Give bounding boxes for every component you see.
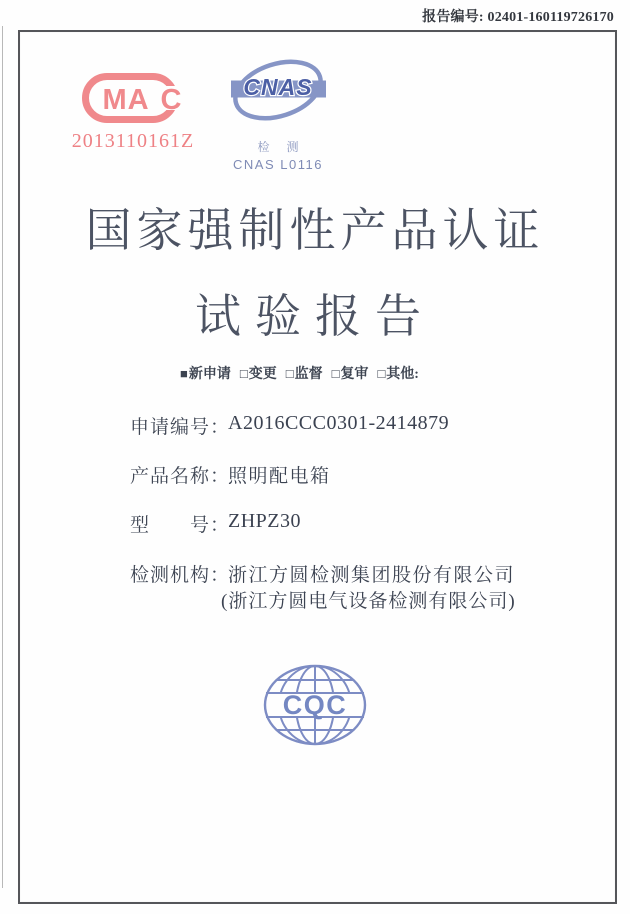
option-new-application xyxy=(180,363,231,383)
checkbox-empty-icon: □ xyxy=(285,366,294,381)
option-label: 监督 xyxy=(294,367,323,382)
cqc-acronym: CQC xyxy=(282,690,348,720)
option-label: 其他: xyxy=(386,367,419,382)
scan-edge-artifact xyxy=(2,26,3,888)
report-number-line xyxy=(422,6,614,26)
report-number-label: 报告编号: xyxy=(422,10,484,25)
cma-letters: MA xyxy=(102,84,150,116)
cnas-logo-block xyxy=(225,52,331,172)
option-label: 新申请 xyxy=(188,367,231,382)
document-title-line2: 试验报告 xyxy=(195,291,435,342)
document-title-line1: 国家强制性产品认证 xyxy=(85,205,545,256)
application-number-label: 申请编号： xyxy=(130,417,231,438)
product-name-value: 照明配电箱 xyxy=(228,466,331,487)
report-number-value: 02401-160119726170 xyxy=(487,10,614,25)
testing-agency-label: 检测机构： xyxy=(130,565,231,586)
cnas-logo-icon xyxy=(231,52,326,132)
option-review xyxy=(332,363,369,383)
cqc-logo-block xyxy=(262,664,368,751)
cqc-globe-icon xyxy=(263,664,367,746)
option-label: 变更 xyxy=(248,367,277,382)
option-other xyxy=(377,363,419,383)
cma-license-number: 2013110161Z xyxy=(71,130,195,152)
testing-agency-value-line2: (浙江方圆电气设备检测有限公司) xyxy=(221,591,516,612)
cnas-accreditation-number: CNAS L0116 xyxy=(233,157,323,172)
cma-logo-block xyxy=(66,72,200,153)
cma-letter-c: C xyxy=(160,84,182,116)
product-name-label: 产品名称： xyxy=(130,466,231,487)
option-supervision xyxy=(286,363,323,383)
option-change xyxy=(240,363,277,383)
checkbox-empty-icon: □ xyxy=(377,366,386,381)
testing-agency-value: 浙江方圆检测集团股份有限公司 xyxy=(228,565,516,586)
cnas-acronym: CNAS xyxy=(242,74,313,100)
cnas-caption: 检 测 xyxy=(257,140,306,154)
checkbox-checked-icon: ■ xyxy=(180,366,188,381)
model-value: ZHPZ30 xyxy=(228,510,301,532)
checkbox-empty-icon: □ xyxy=(239,366,248,381)
application-type-row xyxy=(180,363,419,383)
application-number-value: A2016CCC0301-2414879 xyxy=(228,412,450,434)
cma-logo-icon xyxy=(81,72,185,124)
option-label: 复审 xyxy=(340,367,369,382)
checkbox-empty-icon: □ xyxy=(331,366,340,381)
model-label: 型 号： xyxy=(130,515,231,536)
